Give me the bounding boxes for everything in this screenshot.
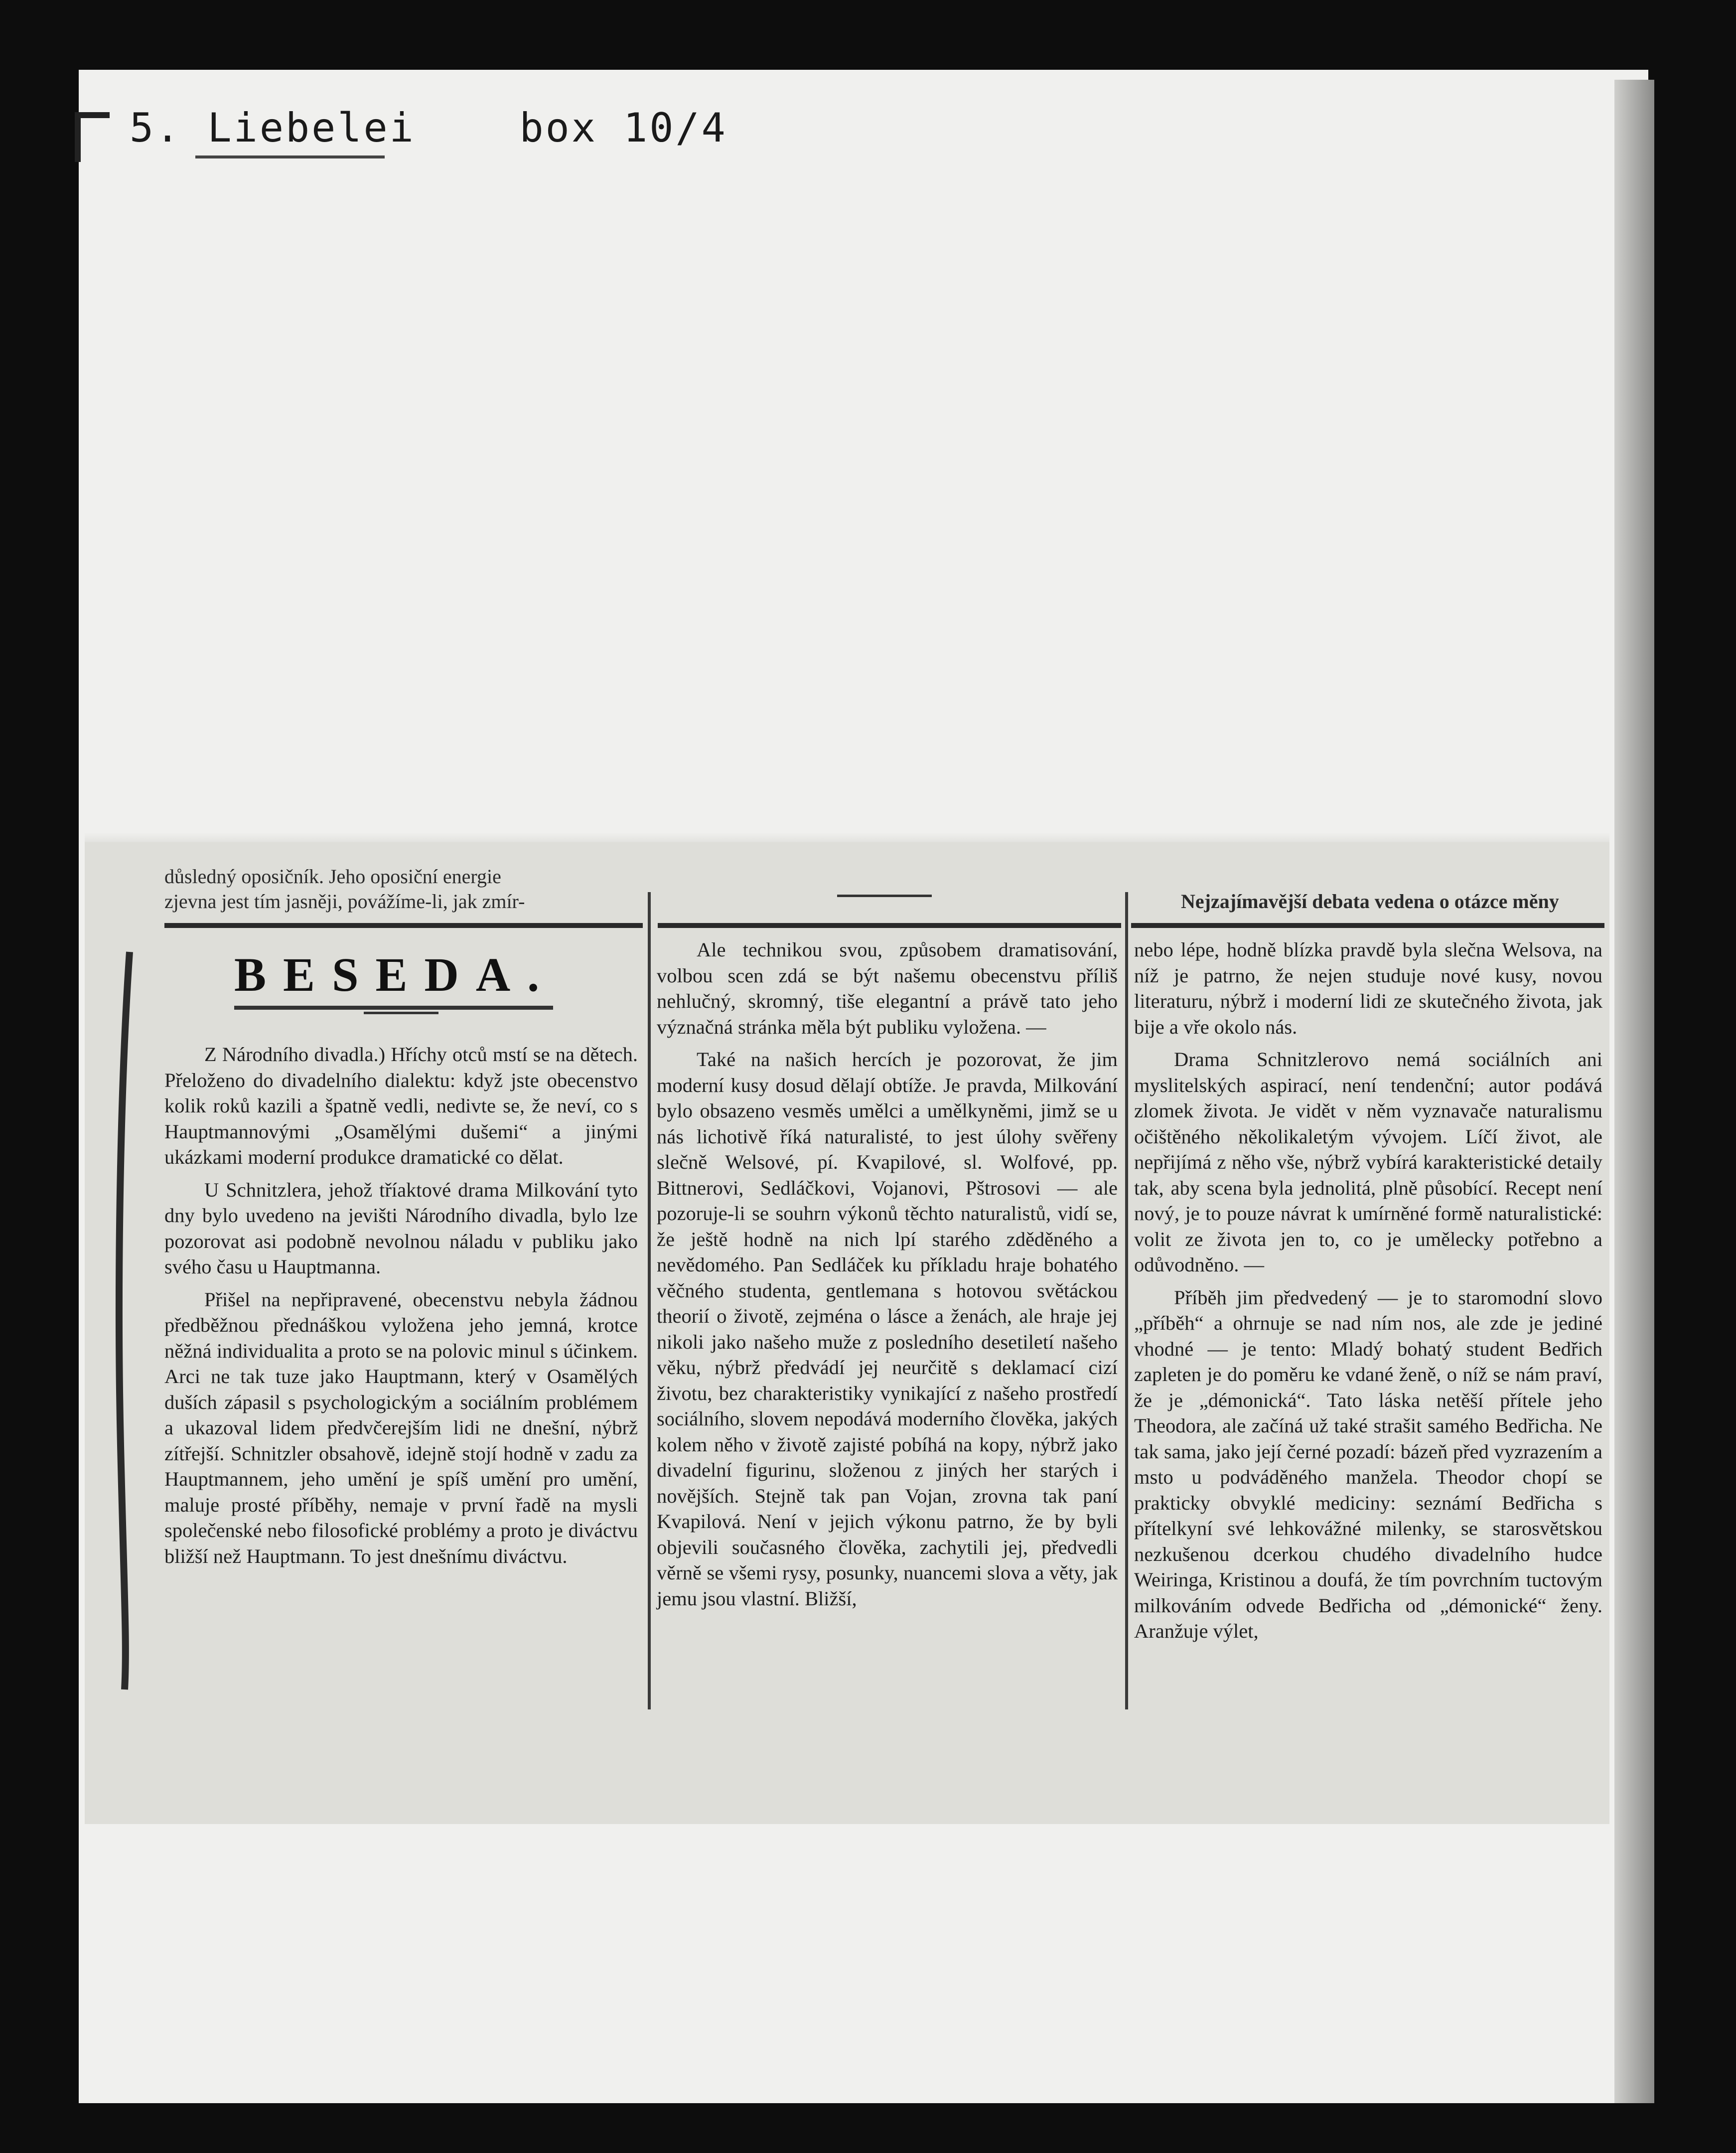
paragraph: Příběh jim předvedený — je to staromodní slovo „příběh“ a ohrnuje se nad ním nos, ale zde je jediné vhodné — je tento: Mladý bohatý student Bedřich zapleten je do poměru ke vdané ženě, o níž se nám praví, že je „démonická“. Tato láska netěší přítele jeho Theodora, ale začíná už také strašit samého Bedřicha. Ne tak sama, jako její černé pozadí: bázeň před vyzrazením a msto u podváděného manžela. Theodor chopí se prakticky obvyklé mediciny: seznámí Bedřicha s přítelkyní své lehkovážné milenky, se starosvětskou nezkušenou dcerkou chudého divadelního hudce Weiringa, Kristinou a doufá, že tím povrchním tuctovým milkováním odvede Bedřicha od „démonické“ ženy. Aranžuje výlet,: [1134, 1286, 1602, 1642]
column-divider: [648, 892, 651, 1709]
paragraph: Přišel na nepřipravené, obecenstvu nebyla žádnou předběžnou přednáškou vyložena jeho jemná, krotce něžná individualita a proto se na polovic minul s účinkem. Arci ne tak tuze jako Hauptmann, který v Osamělých duších zápasil s psychologickým a sociálním problémem a ukazoval lidem předvčerejším lidi ne dnešní, nýbrž zítřejší. Schnitzler obsahově, idejně stojí hodně v zadu za Hauptmannem, jeho umění je spíš umění pro umění, maluje prosté příběhy, nemaje v první řadě na mysli společenské nebo filosofické problémy a proto je diváctvu bližší než Hauptmann. To jest dnešnímu diváctvu.: [164, 1288, 638, 1567]
col3-fragment-line: Nejzajímavější debata vedena o otázce měny: [1181, 890, 1559, 913]
column-top-rule: [658, 923, 1121, 928]
corner-mark: [75, 112, 110, 118]
section-heading: BESEDA.: [234, 948, 557, 1001]
paragraph: Z Národního divadla.) Hříchy otců mstí se na dětech. Přeloženo do divadelního dialektu: když jste obecenstvo kolik roků kazili a špatně vedli, nedivte se, že neví, co s Hauptmannovými „Osamělými dušemi“ a jinými ukázkami moderní produkce dramatické co dělat.: [164, 1043, 638, 1168]
sheet-edge-shadow: [1614, 80, 1654, 2103]
box-label: 5. Liebelei box 10/4: [130, 105, 727, 151]
paragraph: Drama Schnitzlerovo nemá sociálních ani myslitelských aspirací, není tendenční; autor podává zlomek života. Je vidět v něm vyznavače naturalismu očištěného několikaletým vývojem. Líčí život, ale nepřijímá z něho vše, nýbrž vybírá karakteristické detaily tak, aby scena byla jednolitá, plně působící. Recept není nový, je to pouze návrat k umírněné formě naturalistické: volit ze života jen to, co je umělecky potřebno a odůvodněno. —: [1134, 1048, 1602, 1276]
col1-fragment-line: zjevna jest tím jasněji, povážíme-li, jak zmír-: [164, 890, 525, 913]
column-top-rule: [164, 923, 643, 928]
paragraph: nebo lépe, hodně blízka pravdě byla slečna Welsova, na níž je patrno, že nejen studuje nové kusy, novou literaturu, nýbrž i moderní lidi ze skutečného života, jak bije a vře okolo nás.: [1134, 938, 1602, 1038]
column-top-rule: [1131, 923, 1604, 928]
column-divider: [1125, 892, 1128, 1709]
column-1: [164, 1042, 638, 1576]
paragraph: U Schnitzlera, jehož tříaktové drama Milkování tyto dny bylo uvedeno na jevišti Národního divadla, bylo lze pozorovat asi podobně nevolnou náladu v publiku jako svého času u Hauptmanna.: [164, 1178, 638, 1278]
col1-fragment-line: důsledný oposičník. Jeho oposiční energie: [164, 865, 501, 888]
heading-underline: [234, 1006, 553, 1010]
pencil-mark: [115, 947, 135, 1694]
corner-mark: [75, 112, 81, 162]
label-underline: [195, 155, 385, 158]
column-3: [1134, 937, 1602, 1651]
heading-rule: [364, 1012, 438, 1014]
paragraph: Také na našich hercích je pozorovat, že jim moderní kusy dosud dělají obtíže. Je pravda, Milkování bylo obsazeno vesměs umělci a umělkyněmi, jimž se u nás lichotivě říká naturalisté, to jest úlohy svěřeny slečně Welsové, pí. Kvapilové, sl. Wolfové, pp. Bittnerovi, Sedláčkovi, Vojanovi, Pštrosovi — ale pozoruje-li se souhrn výkonů těchto naturalistů, vidí se, že ještě hodně na nich lpí starého zděděného a nevědomého. Pan Sedláček ku příkladu hraje bohatého věčného studenta, gentlemana s hotovou světáckou theorií o životě, zejména o lásce a ženách, ale hraje jej nikoli jako našeho muže z posledního desetiletí našeho věku, nýbrž předvádí jej neurčitě s deklamací cizí životu, bez charakteristiky vynikající z našeho prostředí sociálního, slovem nepodává moderního člověka, jakých kolem něho v životě zajisté pobíhá na kopy, nýbrž jako divadelní figurinu, složenou z jiných her starých i novějších. Stejně tak pan Vojan, zrovna tak paní Kvapilová. Není v jejich výkonu patrno, že by byli objevili současného člověka, zachytili jej, předvedli věrně se všemi rysy, posunky, nuancemi slova a věty, jak jemu jsou vlastní. Bližší,: [657, 1048, 1118, 1610]
column-2: [657, 937, 1118, 1618]
paragraph: Ale technikou svou, způsobem dramatisování, volbou scen zdá se být našemu obecenstvu příliš nehlučný, skromný, tiše elegantní a právě tato jeho význačná stránka měla být publiku vyložena. —: [657, 938, 1118, 1038]
separator-rule: [837, 895, 932, 897]
